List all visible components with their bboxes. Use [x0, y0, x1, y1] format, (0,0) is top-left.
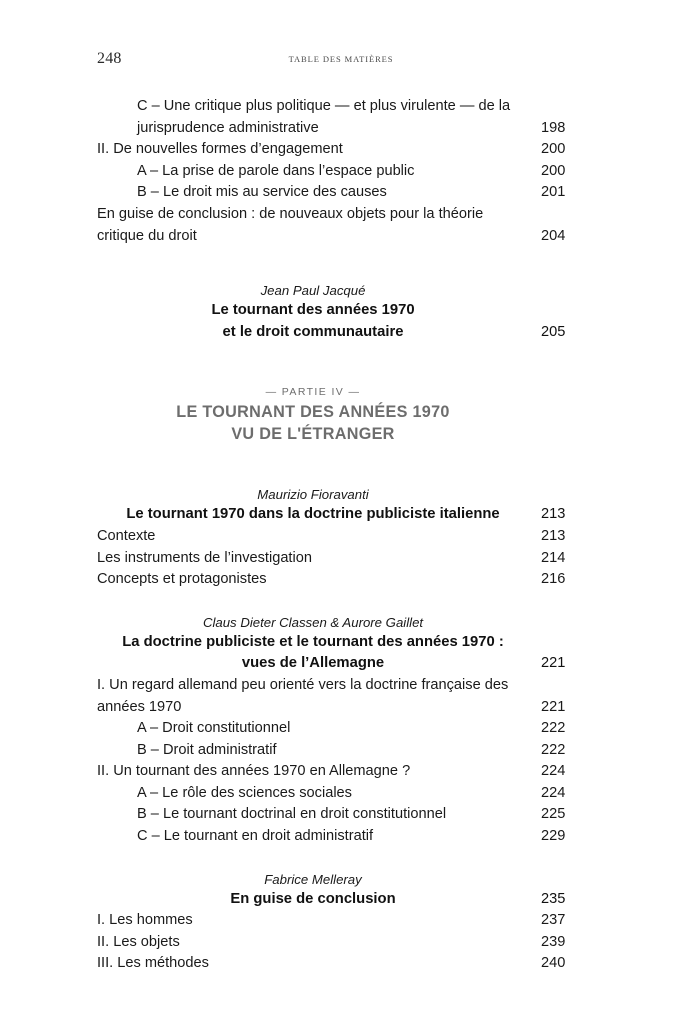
contribution-melleray	[97, 870, 585, 975]
toc-entry-page: 204	[541, 227, 566, 244]
contribution-page: 213	[541, 506, 566, 523]
contribution-page: 205	[541, 323, 566, 340]
contribution-jacque	[97, 281, 585, 343]
toc-entry[interactable]	[97, 182, 585, 204]
toc-entry[interactable]	[97, 161, 585, 183]
toc-entry[interactable]	[97, 204, 585, 247]
toc-entry-page: 200	[541, 162, 566, 179]
toc-entry[interactable]	[97, 804, 585, 826]
toc-entry-label: C – Une critique plus politique — et plus virulente — de la jurisprudence administrative	[137, 98, 511, 136]
part-title-line: LE TOURNANT DES ANNÉES 1970	[176, 403, 450, 422]
toc-entry[interactable]	[97, 718, 585, 740]
toc-entry-label: I. Les hommes	[97, 912, 193, 929]
toc-entry-page: 225	[541, 806, 566, 823]
contribution-title-line[interactable]: Le tournant des années 1970	[211, 302, 415, 319]
toc-entry-label: Les instruments de l’investigation	[97, 549, 312, 566]
toc-entry[interactable]	[97, 548, 585, 570]
contribution-title-line[interactable]: La doctrine publiciste et le tournant des années 1970 :	[122, 633, 504, 650]
contribution-title-line[interactable]	[97, 322, 585, 344]
toc-entry-page: 224	[541, 784, 566, 801]
contribution-author: Fabrice Melleray	[264, 871, 362, 887]
toc-entry[interactable]	[97, 675, 585, 718]
contribution-classen	[97, 613, 585, 848]
page-folio: 248	[97, 50, 122, 67]
toc-entry-label: B – Le tournant doctrinal en droit constitutionnel	[137, 806, 447, 823]
contribution-title-line[interactable]	[97, 504, 585, 526]
toc-entry-page: 240	[541, 955, 566, 972]
toc-entry-label: I. Un regard allemand peu orienté vers la doctrine française des années 1970	[97, 676, 509, 715]
running-head	[97, 50, 585, 72]
contribution-fioravanti	[97, 485, 585, 590]
toc-entry[interactable]	[97, 953, 585, 975]
contribution-title-text: et le droit communautaire	[222, 323, 404, 340]
toc-content	[97, 96, 585, 975]
spacer	[97, 591, 585, 613]
toc-entry-label: II. De nouvelles formes d’engagement	[97, 141, 343, 158]
toc-entry-label: A – Droit constitutionnel	[137, 720, 291, 737]
toc-entry-label: II. Les objets	[97, 933, 180, 950]
running-head-title: TABLE DES MATIÈRES	[288, 54, 394, 64]
spacer	[97, 445, 585, 485]
toc-entry-label: En guise de conclusion : de nouveaux objets pour la théorie critique du droit	[97, 205, 484, 244]
toc-entry[interactable]	[97, 740, 585, 762]
toc-entry-page: 200	[541, 141, 566, 158]
contribution-page: 221	[541, 655, 566, 672]
toc-entry[interactable]	[97, 139, 585, 161]
contribution-author: Maurizio Fioravanti	[257, 487, 369, 503]
toc-entry-label: A – La prise de parole dans l’espace public	[137, 162, 415, 179]
toc-entry-page: 201	[541, 184, 566, 201]
toc-entry[interactable]	[97, 910, 585, 932]
contribution-title-text: Le tournant 1970 dans la doctrine publiciste italienne	[126, 506, 500, 523]
part-title-line: VU DE L'ÉTRANGER	[231, 425, 395, 444]
toc-entry-page: 221	[541, 698, 566, 715]
toc-entry-page: 198	[541, 119, 566, 136]
contribution-author: Claus Dieter Classen & Aurore Gaillet	[202, 614, 424, 630]
toc-entry-page: 229	[541, 828, 566, 845]
toc-entry-label: B – Le droit mis au service des causes	[137, 184, 387, 201]
toc-entry[interactable]	[97, 783, 585, 805]
toc-entry-label: A – Le rôle des sciences sociales	[137, 784, 352, 801]
contribution-title-line[interactable]	[97, 653, 585, 675]
contribution-title-text: vues de l’Allemagne	[241, 655, 385, 672]
contribution-title-text: En guise de conclusion	[230, 890, 396, 907]
toc-entry-label: Contexte	[97, 527, 156, 544]
toc-entry-page: 222	[541, 720, 566, 737]
spacer	[97, 343, 585, 383]
toc-entry-page: 222	[541, 741, 566, 758]
toc-entry[interactable]	[97, 826, 585, 848]
part-divider	[97, 383, 585, 445]
spacer	[97, 247, 585, 281]
toc-entry-page: 216	[541, 571, 566, 588]
toc-entry-page: 237	[541, 912, 566, 929]
toc-entry-page: 239	[541, 933, 566, 950]
toc-entry-page: 224	[541, 763, 566, 780]
toc-entry[interactable]	[97, 526, 585, 548]
toc-entry-label: B – Droit administratif	[137, 741, 277, 758]
toc-entry-label: Concepts et protagonistes	[97, 571, 267, 588]
toc-entry[interactable]	[97, 569, 585, 591]
toc-entry[interactable]	[97, 96, 585, 139]
toc-entry[interactable]	[97, 761, 585, 783]
contribution-author: Jean Paul Jacqué	[260, 283, 366, 299]
toc-entry-label: III. Les méthodes	[97, 955, 209, 972]
toc-entry-label: II. Un tournant des années 1970 en Allemagne ?	[97, 763, 411, 780]
toc-entry-label: C – Le tournant en droit administratif	[137, 828, 374, 845]
toc-group-continuation	[97, 96, 585, 247]
toc-entry-page: 214	[541, 549, 566, 566]
contribution-page: 235	[541, 890, 566, 907]
spacer	[97, 848, 585, 870]
contribution-title-line[interactable]	[97, 889, 585, 911]
toc-entry-page: 213	[541, 527, 566, 544]
part-kicker: — PARTIE IV —	[265, 386, 361, 399]
toc-entry[interactable]	[97, 932, 585, 954]
